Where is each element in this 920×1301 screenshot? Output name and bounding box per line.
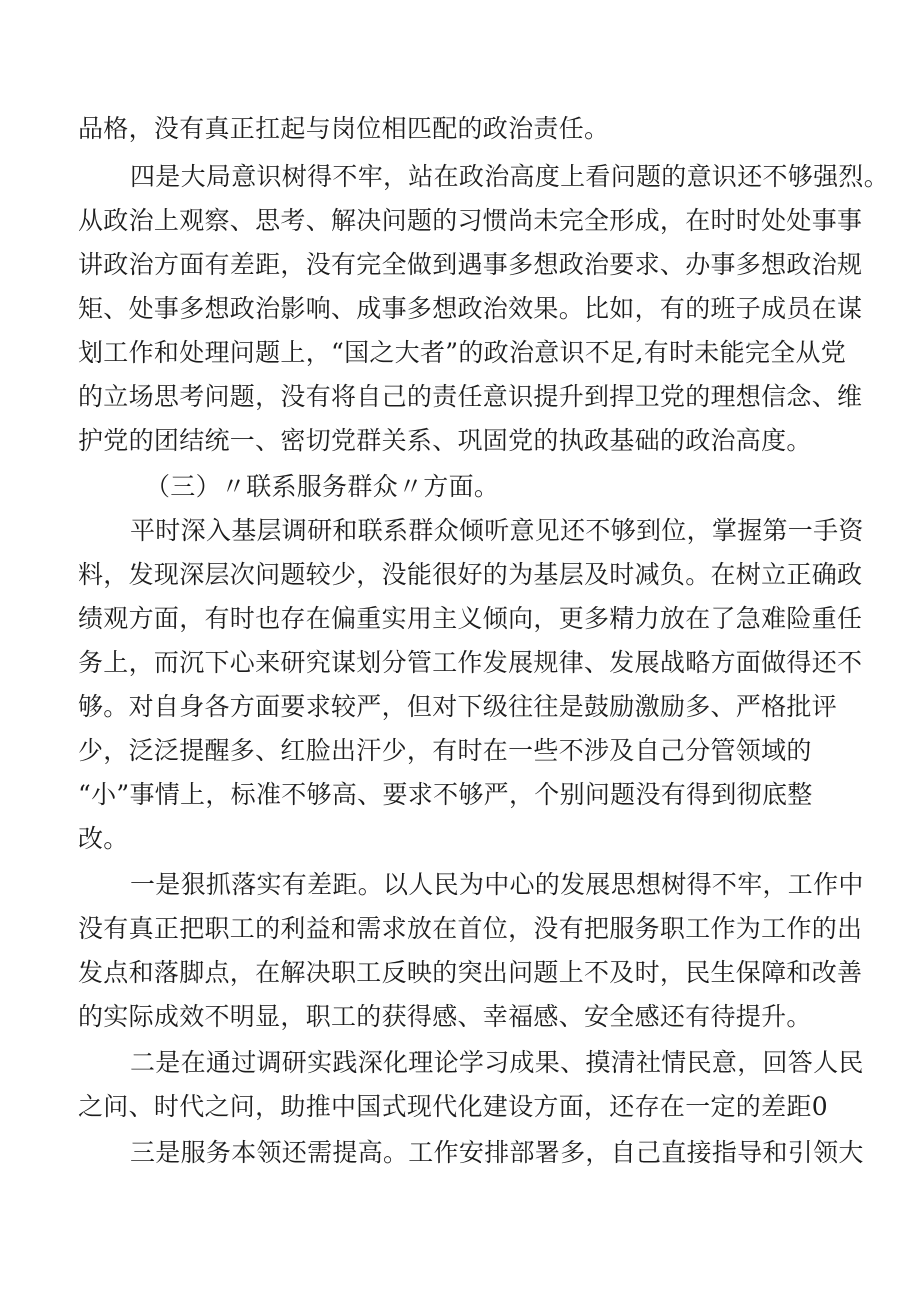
text-line: 没有真正把职工的利益和需求放在首位，没有把服务职工作为工作的出 [78,914,863,943]
paragraph-line: 三是服务本领还需提高。工作安排部署多，自己直接指导和引领大 [130,1138,864,1167]
text-line: 料，发现深层次问题较少，没能很好的为基层及时减负。在树立正确政 [78,560,863,589]
text-line: 的立场思考问题，没有将自己的责任意识提升到捍卫党的理想信念、维 [78,382,863,411]
text-line: 品格，没有真正扛起与岗位相匹配的政治责任。 [78,114,610,143]
text-line: 的实际成效不明显，职工的获得感、幸福感、安全感还有待提升。 [78,1002,812,1031]
text-line: 改。 [78,824,129,853]
text-line: 从政治上观察、思考、解决问题的习惯尚未完全形成，在时时处处事事 [78,206,863,235]
text-line: 矩、处事多想政治影响、成事多想政治效果。比如，有的班子成员在谋 [78,294,863,323]
paragraph-line: 四是大局意识树得不牢，站在政治高度上看问题的意识还不够强烈。 [130,162,890,191]
text-line: 务上，而沉下心来研究谋划分管工作发展规律、发展战略方面做得还不 [78,648,863,677]
text-line: 绩观方面，有时也存在偏重实用主义倾向，更多精力放在了急难险重任 [78,604,863,633]
text-line: 够。对自身各方面要求较严，但对下级往往是鼓励激励多、严格批评 [78,692,838,721]
paragraph-line: 二是在通过调研实践深化理论学习成果、摸清社情民意，回答人民 [130,1048,864,1077]
text-line: 护党的团结统一、密切党群关系、巩固党的执政基础的政治高度。 [78,426,812,455]
text-line: 划工作和处理问题上，“国之大者”的政治意识不足,有时未能完全从党 [78,338,847,367]
paragraph-line: 平时深入基层调研和联系群众倾听意见还不够到位，掌握第一手资 [130,516,864,545]
paragraph-line: 一是狠抓落实有差距。以人民为中心的发展思想树得不牢，工作中 [130,870,864,899]
section-heading: （三）〃联系服务群众〃方面。 [145,472,500,501]
text-line: 之问、时代之问，助推中国式现代化建设方面，还存在一定的差距0 [78,1092,828,1121]
text-line: 讲政治方面有差距，没有完全做到遇事多想政治要求、办事多想政治规 [78,250,863,279]
text-line: 少，泛泛提醒多、红脸出汗少，有时在一些不涉及自己分管领域的 [78,736,812,765]
text-line: “小”事情上，标准不够高、要求不够严，个别问题没有得到彻底整 [78,780,813,809]
text-line: 发点和落脚点，在解决职工反映的突出问题上不及时，民生保障和改善 [78,958,863,987]
